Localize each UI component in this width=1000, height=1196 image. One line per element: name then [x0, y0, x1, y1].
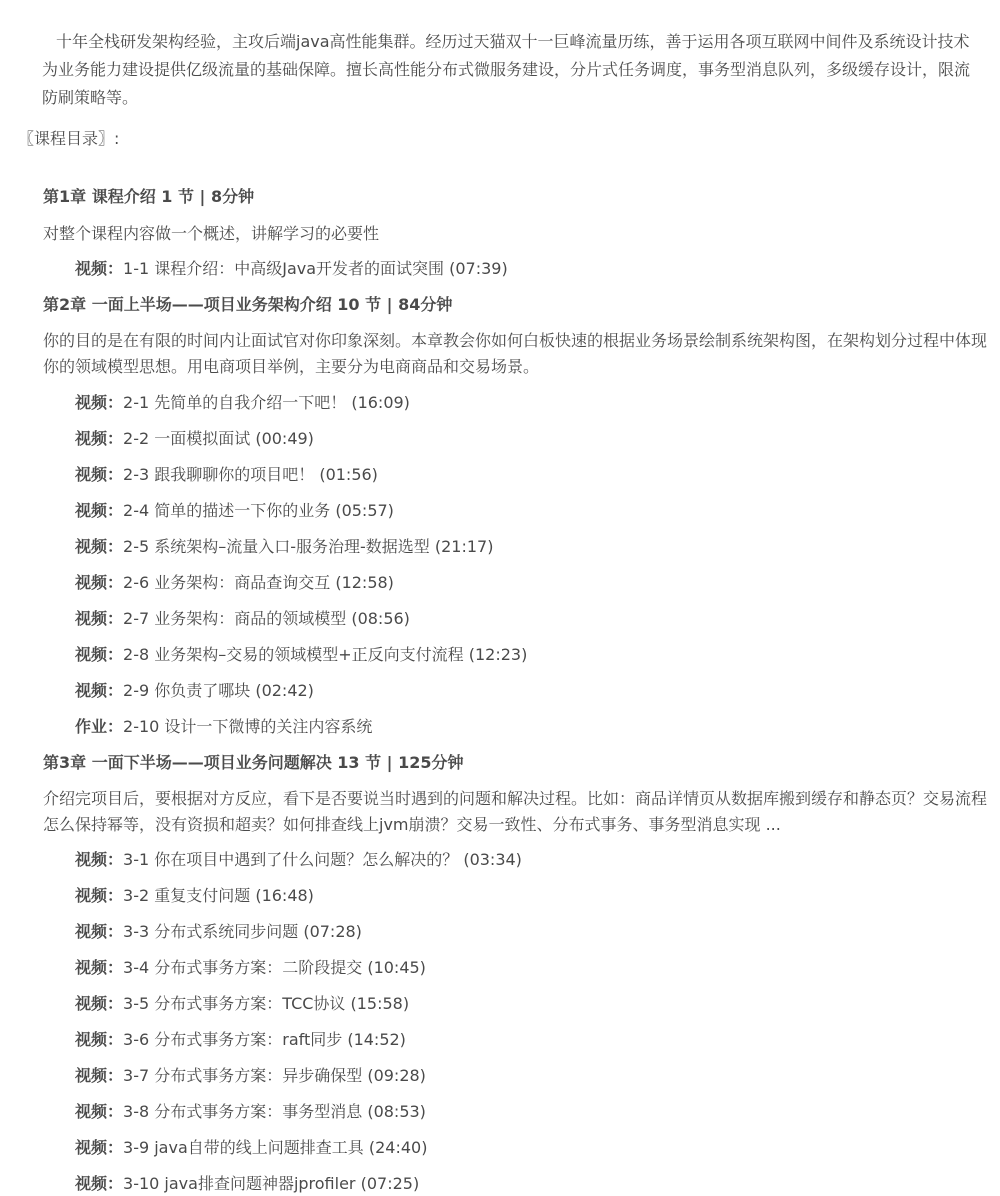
lesson-type-label: 视频：	[75, 1174, 124, 1193]
lesson-type-label: 视频：	[75, 429, 124, 448]
lesson-type-label: 视频：	[75, 537, 124, 556]
catalog-heading: 〖课程目录〗:	[18, 129, 120, 148]
lesson-type-label: 视频：	[75, 1066, 124, 1085]
lesson-type-label: 视频：	[75, 886, 124, 905]
lesson-item	[75, 1136, 427, 1160]
lesson-type-label: 视频：	[75, 850, 124, 869]
lesson-item	[75, 920, 362, 944]
chapter-title: 第2章 一面上半场——项目业务架构介绍 10 节 | 84分钟	[43, 295, 453, 314]
lesson-title: 2-2 一面模拟面试 (00:49)	[123, 429, 314, 448]
lesson-item	[75, 679, 314, 703]
lesson-title: 3-4 分布式事务方案：二阶段提交 (10:45)	[123, 958, 426, 977]
lesson-title: 3-1 你在项目中遇到了什么问题？怎么解决的？ (03:34)	[123, 850, 522, 869]
chapter-description: 介绍完项目后，要根据对方反应，看下是否要说当时遇到的问题和解决过程。比如：商品详情页从数据库搬到缓存和静态页？交易流程怎么保持幂等，没有资损和超卖？如何排查线上jvm崩溃？交易一致性、分布式事务、事务型消息实现 ...	[43, 789, 988, 834]
lesson-item	[75, 571, 394, 595]
lesson-title: 2-9 你负责了哪块 (02:42)	[123, 681, 314, 700]
lesson-item	[75, 391, 410, 415]
lesson-title: 2-8 业务架构–交易的领域模型+正反向支付流程 (12:23)	[123, 645, 528, 664]
lesson-type-label: 视频：	[75, 259, 124, 278]
lesson-type-label: 视频：	[75, 501, 124, 520]
lesson-item	[75, 992, 409, 1016]
lesson-type-label: 视频：	[75, 393, 124, 412]
lesson-item	[75, 535, 493, 559]
lesson-type-label: 视频：	[75, 994, 124, 1013]
chapter-title: 第3章 一面下半场——项目业务问题解决 13 节 | 125分钟	[43, 753, 464, 772]
lesson-type-label: 视频：	[75, 1030, 124, 1049]
lesson-title: 3-2 重复支付问题 (16:48)	[123, 886, 314, 905]
lesson-type-label: 作业：	[75, 717, 124, 736]
lesson-title: 3-8 分布式事务方案：事务型消息 (08:53)	[123, 1102, 426, 1121]
lesson-type-label: 视频：	[75, 465, 124, 484]
lesson-item	[75, 643, 527, 667]
lesson-title: 3-7 分布式事务方案：异步确保型 (09:28)	[123, 1066, 426, 1085]
lesson-item	[75, 848, 522, 872]
lesson-item	[75, 884, 314, 908]
lesson-type-label: 视频：	[75, 958, 124, 977]
lesson-title: 3-9 java自带的线上问题排查工具 (24:40)	[123, 1138, 428, 1157]
lesson-title: 3-10 java排查问题神器jprofiler (07:25)	[123, 1174, 420, 1193]
lesson-item	[75, 1172, 419, 1196]
lesson-item	[75, 257, 508, 281]
chapter-description: 对整个课程内容做一个概述，讲解学习的必要性	[43, 224, 380, 243]
lesson-item	[75, 1100, 426, 1124]
lesson-title: 2-6 业务架构：商品查询交互 (12:58)	[123, 573, 394, 592]
lesson-title: 3-3 分布式系统同步问题 (07:28)	[123, 922, 362, 941]
lesson-item	[75, 607, 410, 631]
lesson-type-label: 视频：	[75, 573, 124, 592]
chapter-title: 第1章 课程介绍 1 节 | 8分钟	[43, 187, 255, 206]
lesson-title: 2-4 简单的描述一下你的业务 (05:57)	[123, 501, 394, 520]
lesson-title: 1-1 课程介绍：中高级Java开发者的面试突围 (07:39)	[123, 259, 508, 278]
lesson-item	[75, 463, 378, 487]
lesson-type-label: 视频：	[75, 609, 124, 628]
instructor-intro: 十年全栈研发架构经验，主攻后端java高性能集群。经历过天猫双十一巨峰流量历练，善于运用各项互联网中间件及系统设计技术为业务能力建设提供亿级流量的基础保障。擅长高性能分布式微服务建设，分片式任务调度，事务型消息队列，多级缓存设计，限流防刷策略等。	[42, 32, 971, 107]
lesson-type-label: 视频：	[75, 922, 124, 941]
lesson-type-label: 视频：	[75, 1138, 124, 1157]
lesson-title: 2-5 系统架构–流量入口-服务治理-数据选型 (21:17)	[123, 537, 494, 556]
lesson-item	[75, 956, 426, 980]
lesson-item	[75, 1028, 406, 1052]
lesson-title: 2-1 先简单的自我介绍一下吧！ (16:09)	[123, 393, 410, 412]
lesson-title: 2-7 业务架构：商品的领域模型 (08:56)	[123, 609, 410, 628]
lesson-item	[75, 427, 314, 451]
lesson-title: 3-6 分布式事务方案：raft同步 (14:52)	[123, 1030, 406, 1049]
lesson-item	[75, 715, 372, 739]
lesson-title: 2-3 跟我聊聊你的项目吧！ (01:56)	[123, 465, 378, 484]
lesson-type-label: 视频：	[75, 1102, 124, 1121]
lesson-title: 2-10 设计一下微博的关注内容系统	[123, 717, 373, 736]
lesson-item	[75, 499, 394, 523]
chapter-description: 你的目的是在有限的时间内让面试官对你印象深刻。本章教会你如何白板快速的根据业务场景绘制系统架构图，在架构划分过程中体现你的领域模型思想。用电商项目举例，主要分为电商商品和交易场景。	[43, 331, 988, 376]
lesson-type-label: 视频：	[75, 645, 124, 664]
lesson-type-label: 视频：	[75, 681, 124, 700]
lesson-title: 3-5 分布式事务方案：TCC协议 (15:58)	[123, 994, 410, 1013]
lesson-item	[75, 1064, 426, 1088]
